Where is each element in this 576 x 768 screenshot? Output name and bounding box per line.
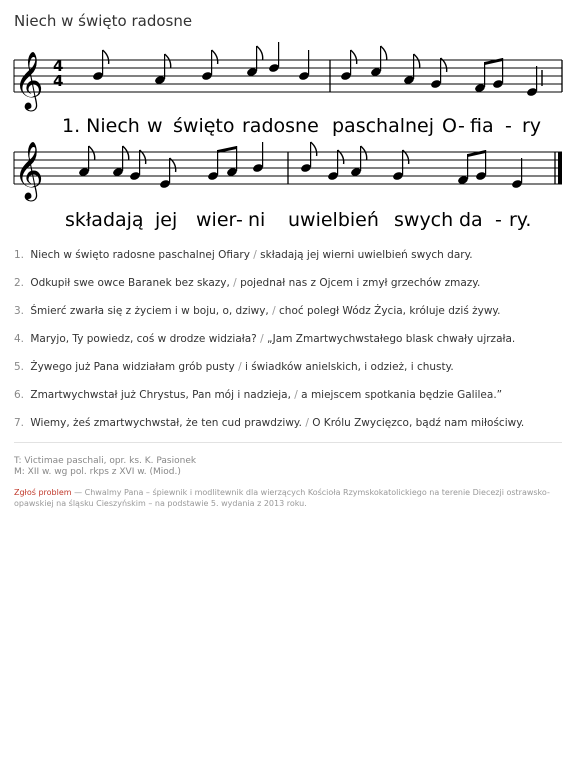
verse-text-a: Śmierć zwarła się z życiem i w boju, o, dziwy,	[30, 305, 269, 317]
lyric-syllable: da	[459, 209, 483, 231]
verse-separator: /	[238, 361, 242, 373]
report-problem-link[interactable]: Zgłoś problem	[14, 488, 72, 497]
note-icon	[78, 146, 95, 177]
lyric-syllable: święto	[173, 115, 235, 137]
verse-text-a: Wiemy, żeś zmartwychwstał, że ten cud prawdziwy.	[30, 417, 302, 429]
note-icon	[511, 158, 523, 189]
verse-item	[14, 301, 562, 329]
note-icon	[474, 62, 486, 93]
lyric-syllable: -	[505, 115, 512, 137]
time-signature-top: 4	[53, 57, 64, 75]
note-icon	[112, 146, 129, 177]
credits	[14, 456, 196, 478]
lyric-syllable: ry	[522, 115, 542, 137]
verse-list	[14, 245, 562, 441]
note-icon	[154, 54, 171, 85]
verse-separator: /	[260, 333, 264, 345]
verse-text-b: pojednał nas z Ojcem i zmył grzechów zmazy.	[240, 277, 481, 289]
final-bar-line	[558, 152, 562, 184]
verse-number: 7.	[14, 417, 25, 429]
note-icon	[370, 46, 387, 77]
source-note: — Chwalmy Pana – śpiewnik i modlitewnik dla wierzących Kościoła Rzymskokatolickiego na terenie Diecezji ostrawsko-opawskiej na śląsku Cieszyńskim – na podstawie 5. wydania z 2013 roku.	[14, 488, 550, 508]
verse-separator: /	[294, 389, 298, 401]
beam	[485, 58, 503, 65]
verse-text-b: składają jej wierni uwielbień swych dary.	[260, 249, 473, 261]
note-icon	[457, 154, 469, 185]
note-icon	[268, 42, 280, 73]
verse-separator: /	[253, 249, 257, 261]
verse-text-a: Niech w święto radosne paschalnej Ofiary	[30, 249, 250, 261]
treble-clef-icon: 𝄞	[14, 51, 44, 109]
verse-text-a: Odkupił swe owce Baranek bez skazy,	[30, 277, 230, 289]
verse-number: 2.	[14, 277, 25, 289]
note-icon	[526, 66, 538, 97]
lyric-syllable: w	[147, 115, 163, 137]
note-icon	[246, 46, 263, 77]
note-icon	[403, 54, 420, 85]
verse-text-a: Żywego już Pana widziałam grób pusty	[30, 361, 235, 373]
time-signature-bottom: 4	[53, 72, 64, 90]
verse-text-a: Maryjo, Ty powiedz, coś w drodze widziała?	[30, 333, 257, 345]
note-icon	[298, 50, 310, 81]
lyric-syllable: radosne	[242, 115, 319, 137]
beam	[468, 150, 486, 157]
lyrics-line-2	[65, 209, 531, 231]
verse-item	[14, 245, 562, 273]
verse-item	[14, 273, 562, 301]
lyric-syllable: składają	[65, 209, 144, 231]
lyric-syllable: 1. Niech	[62, 115, 140, 137]
lyric-syllable: wier	[196, 209, 237, 231]
page-title: Niech w święto radosne	[14, 12, 193, 30]
verse-item	[14, 413, 562, 441]
verse-item	[14, 385, 562, 413]
lyric-syllable: -	[495, 209, 502, 231]
verse-number: 1.	[14, 249, 25, 261]
note-icon	[207, 150, 219, 181]
verse-item	[14, 357, 562, 385]
verse-item	[14, 329, 562, 357]
lyric-syllable: jej	[155, 209, 178, 231]
note-icon	[252, 142, 264, 173]
lyric-syllable: -	[236, 209, 243, 231]
lyric-syllable: uwielbień	[288, 209, 379, 231]
verse-separator: /	[233, 277, 237, 289]
verse-text-b: i świadków anielskich, i odzież, i chusty.	[244, 361, 454, 373]
clefs	[14, 51, 63, 202]
lyric-syllable: -	[458, 115, 465, 137]
report-footer	[14, 487, 562, 509]
verse-number: 5.	[14, 361, 25, 373]
music-score	[0, 40, 576, 240]
lyric-syllable: paschalnej	[332, 115, 435, 137]
verse-number: 4.	[14, 333, 25, 345]
treble-clef-icon: 𝄞	[14, 141, 44, 199]
lyric-syllable: ry.	[509, 209, 532, 231]
text-credit: T: Victimae paschali, opr. ks. K. Pasionek	[14, 456, 197, 466]
verse-number: 3.	[14, 305, 25, 317]
lyric-syllable: fia	[470, 115, 494, 137]
music-credit: M: XII w. wg pol. rkps z XVI w. (Miod.)	[14, 467, 181, 477]
verse-text-b: O Królu Zwycięzco, bądź nam miłościwy.	[312, 417, 525, 429]
verse-separator: /	[272, 305, 276, 317]
note-icon	[350, 146, 367, 177]
lyric-syllable: ni	[248, 209, 266, 231]
verse-text-b: choć poległ Wódz Życia, króluje dziś żywy.	[279, 305, 501, 317]
verse-text-b: a miejscem spotkania będzie Galilea.”	[301, 389, 503, 401]
lyric-syllable: swych	[394, 209, 454, 231]
lyrics-line-1	[62, 115, 541, 137]
verse-separator: /	[305, 417, 309, 429]
divider	[14, 442, 562, 443]
verse-text-b: „Jam Zmartwychwstałego blask chwały ujrzała.	[267, 333, 516, 345]
verse-text-a: Zmartwychwstał już Chrystus, Pan mój i nadzieja,	[30, 389, 291, 401]
verse-number: 6.	[14, 389, 25, 401]
lyric-syllable: O	[442, 115, 457, 137]
